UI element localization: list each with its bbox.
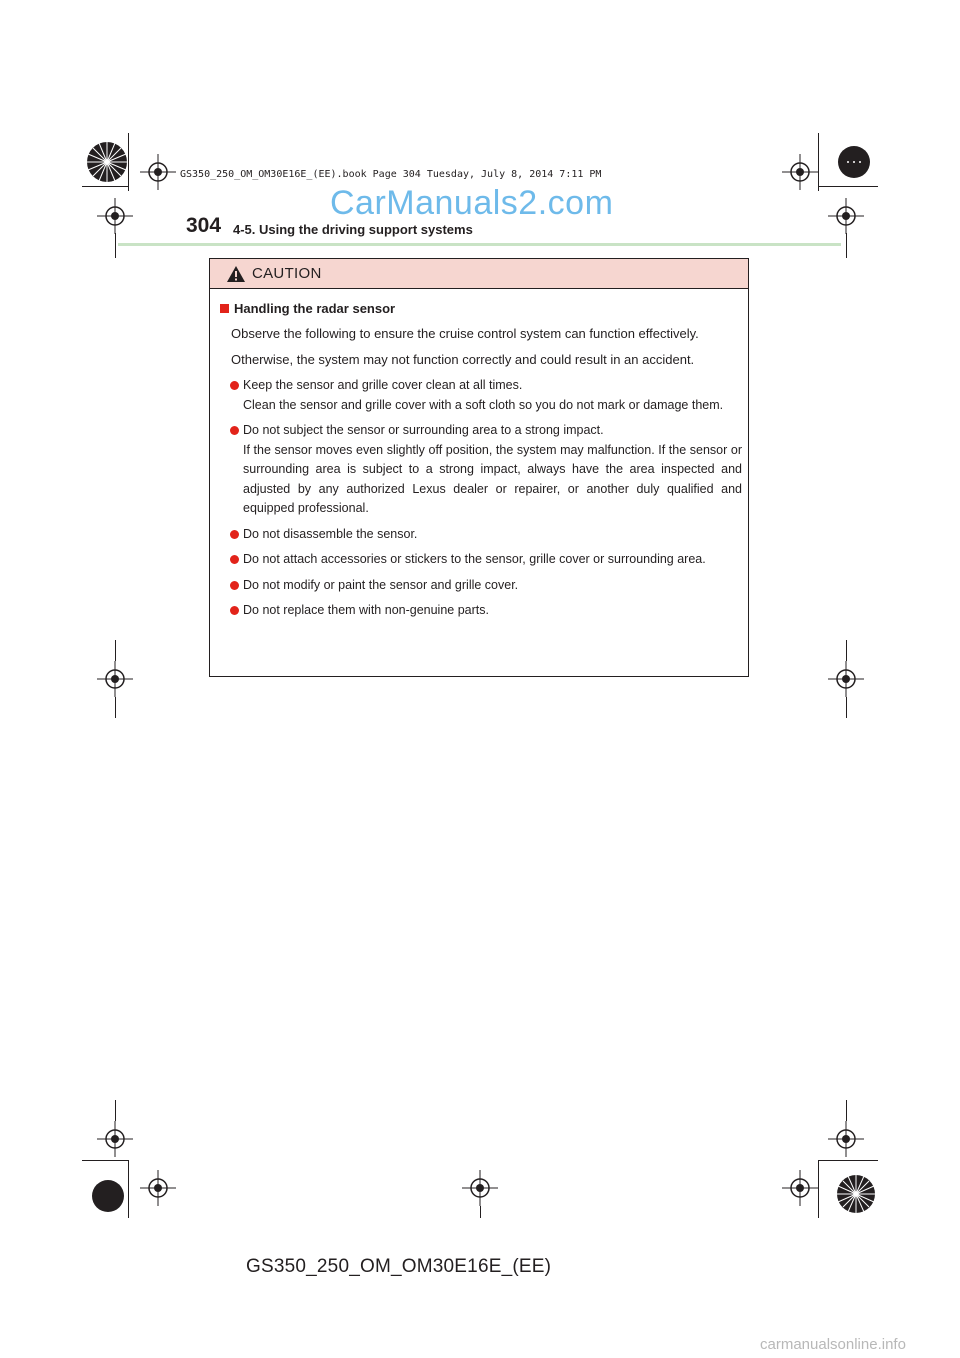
caution-box: [209, 258, 749, 677]
bullet-line: Clean the sensor and grille cover with a soft cloth so you do not mark or damage them.: [243, 397, 724, 412]
crop-line: [82, 1160, 128, 1161]
crosshair-target-icon: [462, 1170, 498, 1206]
crop-line: [82, 186, 128, 187]
crop-line: [115, 233, 116, 258]
header-rule: [118, 243, 841, 246]
caution-header: [210, 259, 748, 289]
red-square-bullet-icon: [220, 304, 229, 313]
intro-paragraph: Observe the following to ensure the cruise control system can function effectively.: [231, 326, 699, 341]
caution-subheading: [220, 301, 742, 316]
crosshair-target-icon: [97, 1121, 133, 1157]
crosshair-target-icon: [140, 1170, 176, 1206]
registration-sunburst-icon: [85, 140, 129, 184]
footer-document-code: GS350_250_OM_OM30E16E_(EE): [246, 1256, 552, 1277]
caution-body: [210, 289, 748, 621]
crosshair-target-icon: [828, 198, 864, 234]
caution-bullet: [220, 376, 742, 415]
caution-bullet: [220, 601, 742, 621]
registration-sunburst-icon: [834, 1172, 878, 1216]
caution-title: CAUTION: [252, 265, 322, 282]
crop-line: [818, 133, 819, 191]
crop-line: [846, 233, 847, 258]
crop-line: [115, 697, 116, 718]
crop-line: [115, 640, 116, 661]
crosshair-target-icon: [97, 198, 133, 234]
crop-line: [846, 640, 847, 661]
registration-dot-icon: [834, 142, 874, 182]
red-dot-bullet-icon: [230, 426, 239, 435]
caution-bullet: [220, 525, 742, 545]
bullet-line: If the sensor moves even slightly off position, the system may malfunction. If the sensor or surrounding area is subject to a strong impact, always have the area inspected and adjusted by any authorized Lexus dealer or repairer, or another duly qualified and equipped professional.: [243, 442, 742, 515]
book-stamp: GS350_250_OM_OM30E16E_(EE).book Page 304 Tuesday, July 8, 2014 7:11 PM: [180, 169, 602, 180]
red-dot-bullet-icon: [230, 581, 239, 590]
red-dot-bullet-icon: [230, 606, 239, 615]
bullet-line: Do not disassemble the sensor.: [243, 526, 418, 541]
bullet-line: Keep the sensor and grille cover clean at all times.: [243, 378, 523, 392]
crosshair-target-icon: [782, 154, 818, 190]
crosshair-target-icon: [140, 154, 176, 190]
caution-bullet: [220, 550, 742, 570]
crop-line: [480, 1206, 481, 1218]
crop-line: [818, 1160, 819, 1218]
bullet-line: Do not modify or paint the sensor and grille cover.: [243, 577, 519, 592]
crop-line: [128, 133, 129, 191]
watermark: CarManuals2.com: [330, 184, 614, 222]
section-title: 4-5. Using the driving support systems: [233, 222, 473, 237]
crosshair-target-icon: [97, 661, 133, 697]
caution-bullet: [220, 576, 742, 596]
red-dot-bullet-icon: [230, 555, 239, 564]
page-number: 304: [186, 214, 222, 237]
bullet-line: Do not replace them with non-genuine parts.: [243, 603, 489, 617]
crosshair-target-icon: [828, 1121, 864, 1157]
red-dot-bullet-icon: [230, 530, 239, 539]
crosshair-target-icon: [828, 661, 864, 697]
warning-triangle-icon: [226, 265, 246, 283]
registration-dot-icon: [88, 1176, 128, 1216]
crop-line: [818, 186, 878, 187]
crop-line: [115, 1100, 116, 1121]
crop-line: [846, 1100, 847, 1121]
bullet-line: Do not attach accessories or stickers to the sensor, grille cover or surrounding area.: [243, 552, 706, 566]
caution-bullet: [220, 421, 742, 519]
crop-line: [846, 697, 847, 718]
bullet-line: Do not subject the sensor or surrounding area to a strong impact.: [243, 423, 604, 437]
caution-subheading-text: Handling the radar sensor: [234, 301, 396, 316]
footer-site-watermark: carmanualsonline.info: [760, 1336, 906, 1353]
intro-paragraph: Otherwise, the system may not function correctly and could result in an accident.: [231, 352, 695, 367]
crop-line: [818, 1160, 878, 1161]
red-dot-bullet-icon: [230, 381, 239, 390]
crosshair-target-icon: [782, 1170, 818, 1206]
crop-line: [128, 1160, 129, 1218]
